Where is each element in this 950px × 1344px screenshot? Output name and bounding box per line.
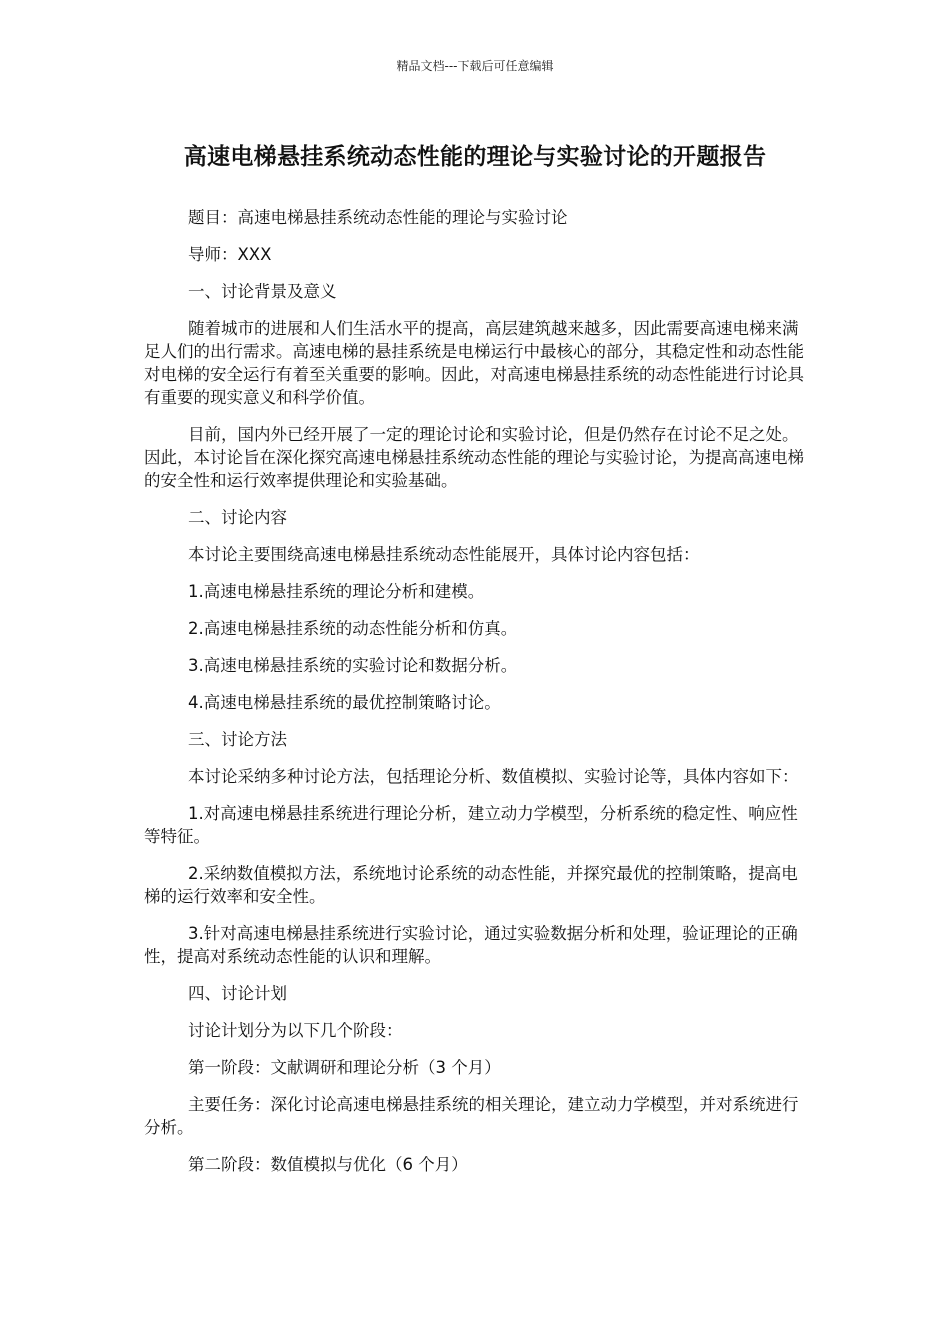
content-item-2: 2.高速电梯悬挂系统的动态性能分析和仿真。 [188,619,518,638]
document-title: 高速电梯悬挂系统动态性能的理论与实验讨论的开题报告 [183,144,767,170]
section-heading-background: 一、讨论背景及意义 [188,282,337,301]
method-item-2: 2.采纳数值模拟方法，系统地讨论系统的动态性能，并探究最优的控制策略，提高电梯的运行效率和安全性。 [144,864,798,906]
section-heading-plan: 四、讨论计划 [188,984,287,1003]
content-item-1: 1.高速电梯悬挂系统的理论分析和建模。 [188,582,485,601]
plan-intro: 讨论计划分为以下几个阶段： [188,1021,403,1040]
plan-stage-1: 第一阶段：文献调研和理论分析（3 个月） [188,1058,501,1077]
section-heading-content: 二、讨论内容 [188,508,287,527]
method-item-1: 1.对高速电梯悬挂系统进行理论分析，建立动力学模型，分析系统的稳定性、响应性等特征。 [144,804,798,846]
content-intro: 本讨论主要围绕高速电梯悬挂系统动态性能展开，具体讨论内容包括： [188,545,700,564]
plan-stage-1-task: 主要任务：深化讨论高速电梯悬挂系统的相关理论，建立动力学模型，并对系统进行分析。 [144,1095,799,1137]
plan-stage-2: 第二阶段：数值模拟与优化（6 个月） [188,1155,468,1174]
section-heading-method: 三、讨论方法 [188,730,287,749]
background-paragraph-1: 随着城市的进展和人们生活水平的提高，高层建筑越来越多，因此需要高速电梯来满足人们的出行需求。高速电梯的悬挂系统是电梯运行中最核心的部分，其稳定性和动态性能对电梯的安全运行有着至关重要的影响。因此，对高速电梯悬挂系统的动态性能进行讨论具有重要的现实意义和科学价值。 [144,319,804,407]
content-item-4: 4.高速电梯悬挂系统的最优控制策略讨论。 [188,693,501,712]
topic-line: 题目：高速电梯悬挂系统动态性能的理论与实验讨论 [188,208,568,227]
document-body [144,206,806,1190]
page-header: 精品文档---下载后可任意编辑 [396,59,554,73]
method-intro: 本讨论采纳多种讨论方法，包括理论分析、数值模拟、实验讨论等，具体内容如下： [188,767,799,786]
background-paragraph-2: 目前，国内外已经开展了一定的理论讨论和实验讨论，但是仍然存在讨论不足之处。因此，本讨论旨在深化探究高速电梯悬挂系统动态性能的理论与实验讨论，为提高高速电梯的安全性和运行效率提供理论和实验基础。 [144,425,804,490]
method-item-3: 3.针对高速电梯悬挂系统进行实验讨论，通过实验数据分析和处理，验证理论的正确性，提高对系统动态性能的认识和理解。 [144,924,798,966]
advisor-line: 导师：XXX [188,245,272,264]
content-item-3: 3.高速电梯悬挂系统的实验讨论和数据分析。 [188,656,518,675]
